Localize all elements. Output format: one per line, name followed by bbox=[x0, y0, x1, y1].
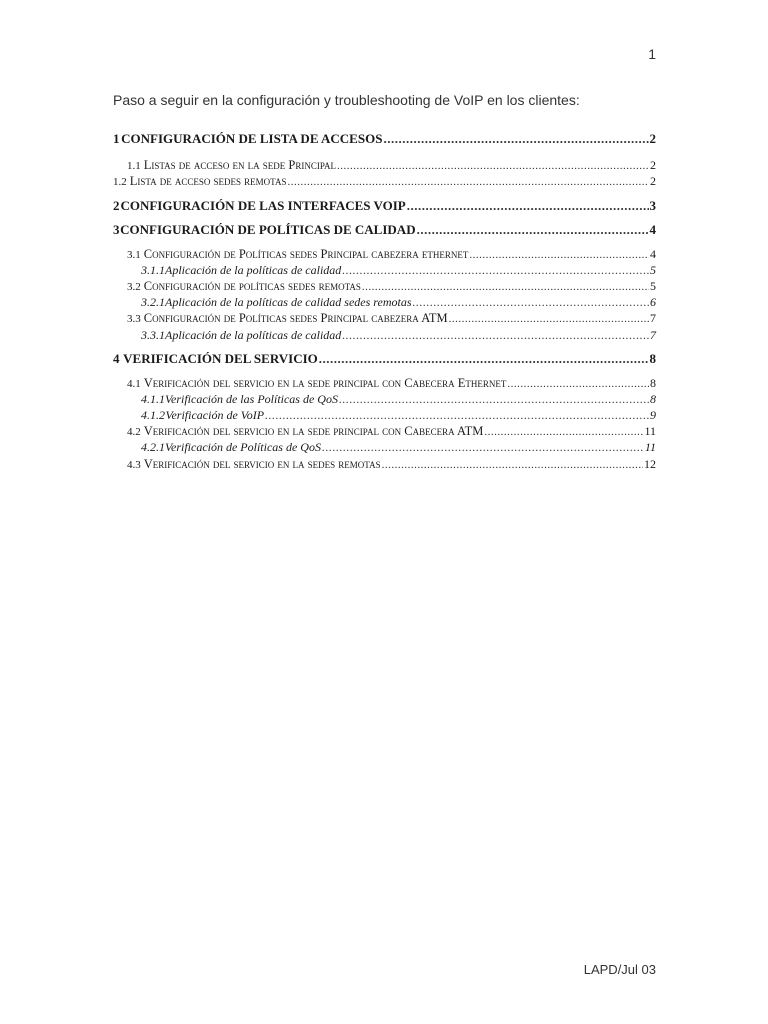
toc-entry-title: CONFIGURACIÓN DE LISTA DE ACCESOS bbox=[121, 131, 383, 146]
toc-entry[interactable] bbox=[141, 295, 656, 310]
dot-leader bbox=[407, 198, 649, 214]
toc-entry[interactable] bbox=[113, 198, 656, 214]
toc-entry-page: 6 bbox=[650, 295, 656, 309]
toc-entry[interactable] bbox=[113, 351, 656, 367]
toc-entry-title: Configuración de Políticas sedes Principal cabezera ATM bbox=[143, 311, 448, 325]
toc-entry-number: 4.1 bbox=[127, 378, 141, 390]
toc-entry-number: 4.2 bbox=[127, 426, 141, 438]
toc-entry-title: Aplicación de la políticas de calidad bbox=[165, 328, 342, 342]
toc-entry[interactable] bbox=[141, 440, 656, 455]
toc-entry[interactable] bbox=[127, 247, 656, 262]
dot-leader bbox=[484, 426, 643, 438]
toc-entry-page: 8 bbox=[650, 392, 656, 406]
toc-entry-title: VERIFICACIÓN DEL SERVICIO bbox=[123, 351, 318, 366]
dot-leader bbox=[287, 176, 649, 188]
intro-text: Paso a seguir en la configuración y troubleshooting de VoIP en los clientes: bbox=[113, 92, 580, 108]
toc-entry-number: 4 bbox=[113, 351, 120, 366]
dot-leader bbox=[413, 295, 649, 310]
page-footer: LAPD/Jul 03 bbox=[583, 962, 656, 977]
toc-entry-title: Verificación del servicio en la sedes remotas bbox=[143, 457, 381, 471]
toc-entry-page: 9 bbox=[650, 408, 656, 422]
toc-entry-page: 11 bbox=[644, 424, 656, 438]
dot-leader bbox=[507, 378, 649, 390]
toc-entry-title: Verificación de las Políticas de QoS bbox=[165, 392, 338, 406]
toc-entry-number: 3.1 bbox=[127, 249, 141, 261]
toc-entry-number: 3.2.1 bbox=[141, 295, 165, 309]
dot-leader bbox=[319, 351, 649, 367]
toc-entry-page: 5 bbox=[650, 279, 656, 293]
toc-entry-number: 3.3.1 bbox=[141, 328, 165, 342]
toc-entry[interactable] bbox=[141, 408, 656, 423]
toc-entry[interactable] bbox=[127, 311, 656, 326]
toc-entry-title: Configuración de Políticas sedes Principal cabezera ethernet bbox=[143, 247, 469, 261]
toc-entry-page: 12 bbox=[644, 457, 656, 471]
toc-entry-page: 4 bbox=[650, 247, 656, 261]
toc-entry-title: CONFIGURACIÓN DE LAS INTERFACES VOIP bbox=[120, 198, 406, 213]
toc-entry[interactable] bbox=[127, 424, 656, 439]
toc-entry-page: 3 bbox=[649, 198, 656, 213]
toc-entry[interactable] bbox=[127, 457, 656, 472]
dot-leader bbox=[337, 160, 649, 172]
toc-entry-title: Aplicación de la políticas de calidad sedes remotas bbox=[165, 295, 412, 309]
toc-entry[interactable] bbox=[141, 263, 656, 278]
toc-entry-page: 11 bbox=[644, 440, 656, 454]
toc-entry-page: 8 bbox=[650, 376, 656, 390]
toc-entry-title: Lista de acceso sedes remotas bbox=[129, 174, 287, 188]
toc-entry[interactable] bbox=[113, 222, 656, 238]
dot-leader bbox=[339, 392, 649, 407]
toc-entry-number: 1 bbox=[113, 131, 120, 146]
toc-entry-page: 7 bbox=[650, 328, 656, 342]
toc-entry-number: 4.1.2 bbox=[141, 408, 165, 422]
toc-entry-title: Configuración de políticas sedes remotas bbox=[143, 279, 361, 293]
dot-leader bbox=[383, 131, 648, 147]
toc-entry-number: 3.3 bbox=[127, 313, 141, 325]
toc-entry-title: Verificación del servicio en la sede principal con Cabecera Ethernet bbox=[143, 376, 507, 390]
toc-entry-page: 2 bbox=[650, 158, 656, 172]
dot-leader bbox=[322, 440, 644, 455]
toc-entry-number: 3.1.1 bbox=[141, 263, 165, 277]
toc-entry-title: Aplicación de la políticas de calidad bbox=[165, 263, 342, 277]
dot-leader bbox=[449, 313, 649, 325]
toc-entry-page: 2 bbox=[649, 131, 656, 146]
dot-leader bbox=[382, 459, 643, 471]
toc-entry-page: 5 bbox=[650, 263, 656, 277]
toc-entry[interactable] bbox=[141, 328, 656, 343]
toc-entry-page: 4 bbox=[649, 222, 656, 237]
toc-entry[interactable] bbox=[113, 131, 656, 147]
dot-leader bbox=[417, 222, 649, 238]
toc-entry-number: 1.2 bbox=[113, 176, 127, 188]
toc-entry[interactable] bbox=[141, 392, 656, 407]
toc-entry-number: 4.2.1 bbox=[141, 440, 165, 454]
toc-entry[interactable] bbox=[127, 376, 656, 391]
toc-entry-page: 8 bbox=[649, 351, 656, 366]
toc-entry-number: 2 bbox=[113, 198, 120, 213]
dot-leader bbox=[362, 281, 649, 293]
page-number: 1 bbox=[648, 46, 656, 62]
toc-entry-title: Listas de acceso en la sede Principal bbox=[143, 158, 337, 172]
dot-leader bbox=[469, 249, 649, 261]
toc-entry-title: Verificación de VoIP bbox=[165, 408, 265, 422]
toc-entry-title: Verificación del servicio en la sede principal con Cabecera ATM bbox=[143, 424, 484, 438]
toc-entry-number: 3 bbox=[113, 222, 120, 237]
toc-entry-number: 1.1 bbox=[127, 160, 141, 172]
toc-entry[interactable] bbox=[127, 158, 656, 173]
toc-entry-number: 4.3 bbox=[127, 459, 141, 471]
toc-entry-number: 4.1.1 bbox=[141, 392, 165, 406]
toc-entry-page: 7 bbox=[650, 311, 656, 325]
toc-entry[interactable] bbox=[127, 279, 656, 294]
toc-entry-page: 2 bbox=[650, 174, 656, 188]
toc-entry-number: 3.2 bbox=[127, 281, 141, 293]
toc-entry-title: CONFIGURACIÓN DE POLÍTICAS DE CALIDAD bbox=[120, 222, 416, 237]
dot-leader bbox=[342, 328, 649, 343]
dot-leader bbox=[265, 408, 649, 423]
toc-entry-title: Verificación de Políticas de QoS bbox=[165, 440, 321, 454]
toc-entry[interactable] bbox=[113, 174, 656, 189]
dot-leader bbox=[342, 263, 649, 278]
